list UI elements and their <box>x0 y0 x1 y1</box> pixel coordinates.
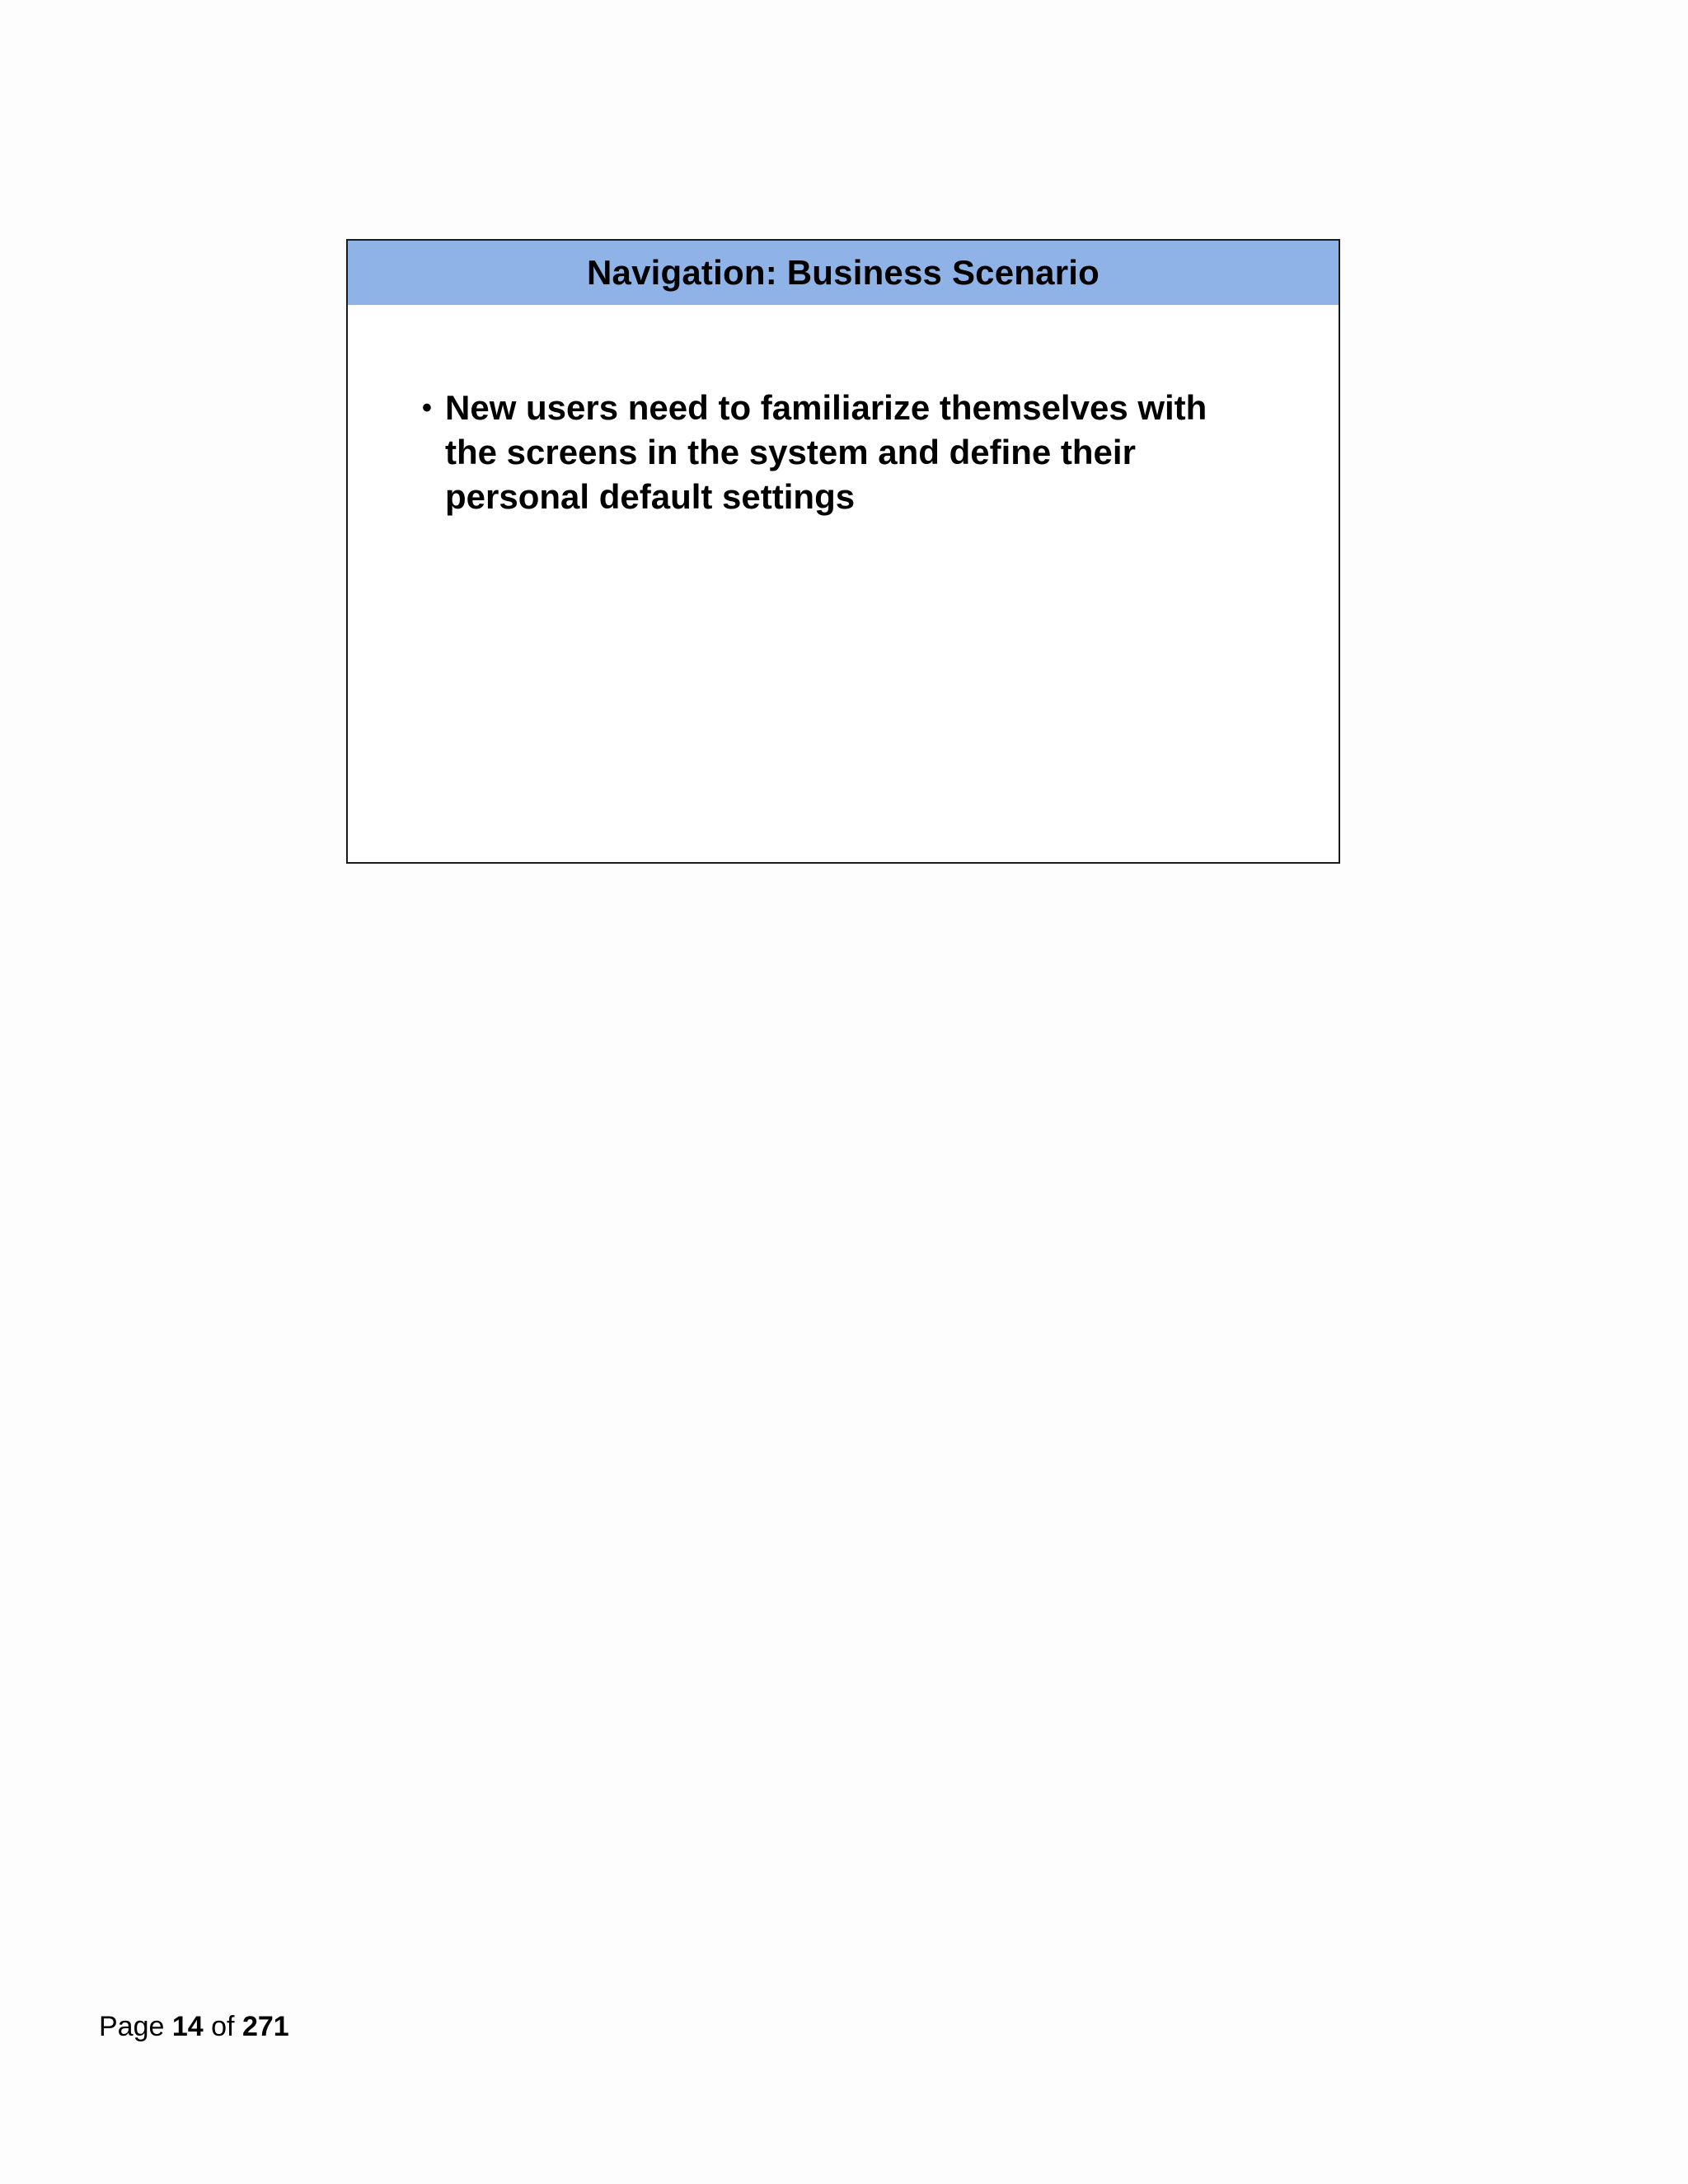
page-number-footer <box>99 2011 289 2043</box>
bullet-list <box>422 386 1240 519</box>
slide-title: Navigation: Business Scenario <box>587 253 1100 292</box>
slide-title-bar <box>348 241 1339 305</box>
page-word: Page <box>99 2011 165 2042</box>
bullet-text: New users need to familiarize themselves with the screens in the system and define their personal default settings <box>445 388 1207 516</box>
of-word: of <box>211 2011 235 2042</box>
bullet-icon: • <box>422 392 432 424</box>
total-pages: 271 <box>241 2011 289 2042</box>
slide-frame <box>346 239 1340 864</box>
bullet-item <box>422 386 1236 519</box>
slide-body <box>348 305 1339 519</box>
page-number: 14 <box>171 2011 204 2042</box>
